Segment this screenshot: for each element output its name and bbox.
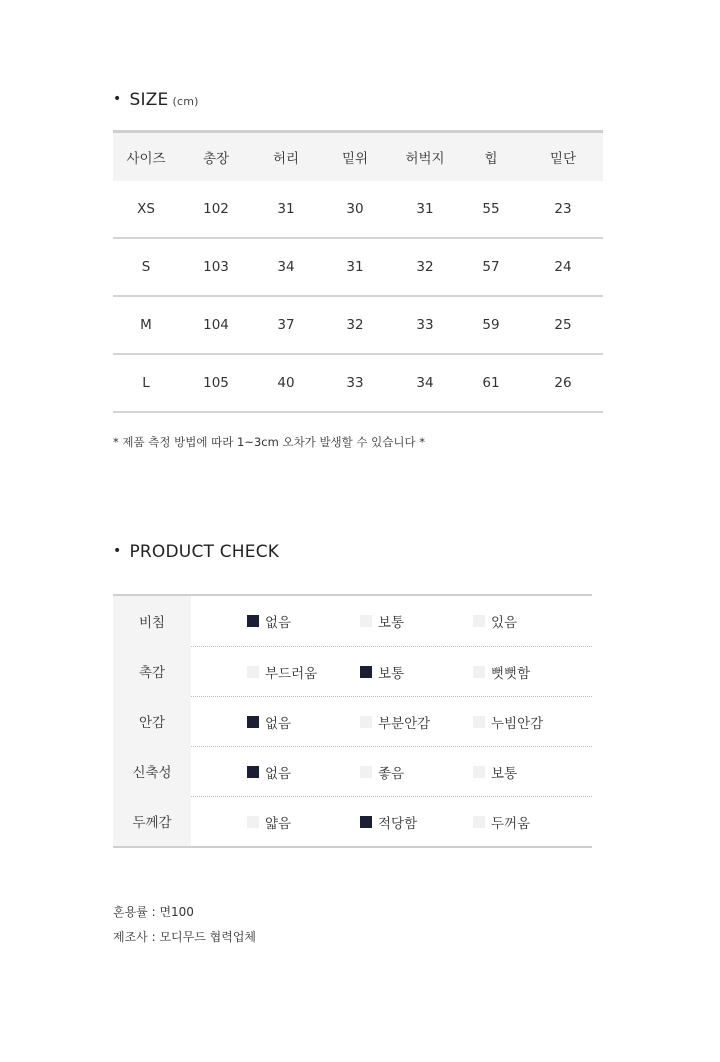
table-row xyxy=(113,296,603,354)
option-label: 뻣뻣함 xyxy=(491,665,531,682)
table-cell: 57 xyxy=(459,238,523,296)
option-label: 얇음 xyxy=(265,815,292,832)
header-cell: 사이즈 xyxy=(113,132,179,182)
table-cell: 23 xyxy=(523,181,603,238)
check-option xyxy=(473,797,530,846)
product-check-table xyxy=(113,594,592,848)
check-option xyxy=(247,697,291,746)
option-label: 좋음 xyxy=(378,765,405,782)
check-label: 두께감 xyxy=(113,796,191,846)
table-cell: M xyxy=(113,296,179,354)
check-option xyxy=(247,647,317,696)
check-title-text: PRODUCT CHECK xyxy=(129,542,280,562)
check-option xyxy=(247,747,291,796)
table-cell: 103 xyxy=(179,238,253,296)
header-cell: 허벅지 xyxy=(391,132,459,182)
option-label: 있음 xyxy=(491,615,518,631)
material-info: 혼용률 : 면100 xyxy=(113,905,194,919)
check-option xyxy=(360,747,404,796)
option-label: 보통 xyxy=(378,615,405,631)
measurement-note: * 제품 측정 방법에 따라 1~3cm 오차가 발생할 수 있습니다 * xyxy=(113,435,426,449)
table-cell: 31 xyxy=(391,181,459,238)
table-cell: 33 xyxy=(319,354,391,412)
table-cell: 31 xyxy=(253,181,319,238)
checkbox-square xyxy=(360,816,372,828)
check-option xyxy=(360,596,404,646)
size-table-header xyxy=(113,132,603,182)
checkbox-square xyxy=(247,816,259,828)
table-cell: 34 xyxy=(253,238,319,296)
checkbox-square xyxy=(473,615,485,627)
table-row xyxy=(113,354,603,412)
check-options xyxy=(191,746,592,796)
header-cell: 힙 xyxy=(459,132,523,182)
check-option xyxy=(360,647,404,696)
table-cell: 34 xyxy=(391,354,459,412)
table-cell: 55 xyxy=(459,181,523,238)
check-label: 촉감 xyxy=(113,646,191,696)
header-cell: 허리 xyxy=(253,132,319,182)
option-label: 두꺼움 xyxy=(491,815,531,832)
check-row-thickness xyxy=(113,796,592,846)
option-label: 누빔안감 xyxy=(491,715,544,732)
checkbox-square xyxy=(247,766,259,778)
checkbox-square xyxy=(473,816,485,828)
checkbox-square xyxy=(247,615,259,627)
check-options xyxy=(191,796,592,846)
size-unit: (cm) xyxy=(172,95,199,108)
table-cell: 26 xyxy=(523,354,603,412)
bullet: • xyxy=(113,543,122,559)
table-row xyxy=(113,181,603,238)
table-cell: L xyxy=(113,354,179,412)
option-label: 적당함 xyxy=(378,815,418,832)
check-row-stretch xyxy=(113,746,592,796)
option-label: 부드러움 xyxy=(265,665,318,682)
check-option xyxy=(473,647,530,696)
check-options xyxy=(191,696,592,746)
check-option xyxy=(360,797,417,846)
table-cell: 32 xyxy=(391,238,459,296)
checkbox-square xyxy=(247,716,259,728)
table-cell: 24 xyxy=(523,238,603,296)
table-cell: S xyxy=(113,238,179,296)
size-section-title xyxy=(113,90,199,110)
size-table xyxy=(113,130,603,413)
check-row-texture xyxy=(113,646,592,696)
table-cell: 37 xyxy=(253,296,319,354)
checkbox-square xyxy=(473,716,485,728)
table-cell: 61 xyxy=(459,354,523,412)
checkbox-square xyxy=(360,716,372,728)
checkbox-square xyxy=(360,615,372,627)
checkbox-square xyxy=(360,766,372,778)
table-cell: 59 xyxy=(459,296,523,354)
check-label: 비침 xyxy=(113,596,191,646)
table-cell: 33 xyxy=(391,296,459,354)
checkbox-square xyxy=(473,666,485,678)
manufacturer-info: 제조사 : 모디무드 협력업체 xyxy=(113,930,256,944)
table-cell: 105 xyxy=(179,354,253,412)
header-cell: 밑위 xyxy=(319,132,391,182)
check-option xyxy=(473,747,517,796)
table-cell: 102 xyxy=(179,181,253,238)
bullet: • xyxy=(113,91,122,107)
option-label: 부분안감 xyxy=(378,715,431,732)
check-options xyxy=(191,596,592,646)
header-cell: 총장 xyxy=(179,132,253,182)
table-row xyxy=(113,238,603,296)
check-option xyxy=(473,596,517,646)
check-option xyxy=(473,697,543,746)
check-label: 신축성 xyxy=(113,746,191,796)
check-options xyxy=(191,646,592,696)
option-label: 없음 xyxy=(265,615,292,631)
option-label: 보통 xyxy=(378,665,405,682)
table-cell: 30 xyxy=(319,181,391,238)
check-row-see-through xyxy=(113,596,592,646)
table-cell: 40 xyxy=(253,354,319,412)
check-option xyxy=(247,797,291,846)
checkbox-square xyxy=(360,666,372,678)
table-cell: XS xyxy=(113,181,179,238)
table-cell: 25 xyxy=(523,296,603,354)
option-label: 보통 xyxy=(491,765,518,782)
option-label: 없음 xyxy=(265,715,292,732)
table-cell: 104 xyxy=(179,296,253,354)
check-section-title xyxy=(113,542,279,562)
checkbox-square xyxy=(473,766,485,778)
table-cell: 32 xyxy=(319,296,391,354)
option-label: 없음 xyxy=(265,765,292,782)
check-label: 안감 xyxy=(113,696,191,746)
checkbox-square xyxy=(247,666,259,678)
table-cell: 31 xyxy=(319,238,391,296)
check-option xyxy=(360,697,430,746)
size-title-text: SIZE xyxy=(129,90,169,110)
check-option xyxy=(247,596,291,646)
check-row-lining xyxy=(113,696,592,746)
header-cell: 밑단 xyxy=(523,132,603,182)
